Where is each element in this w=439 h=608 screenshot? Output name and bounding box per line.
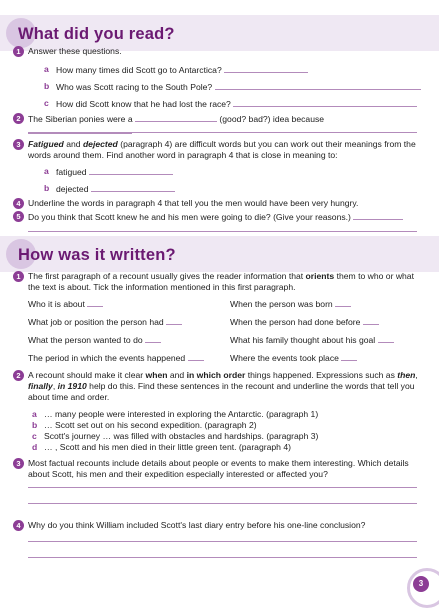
- item-letter: a: [44, 166, 49, 176]
- answer-blank[interactable]: [215, 81, 421, 90]
- item-letter: c: [44, 98, 49, 108]
- answer-blank[interactable]: [89, 166, 173, 175]
- question-number: 2: [13, 370, 24, 381]
- question-text: them to who or what the text is about. Tick the information mentioned in this first paragraph.: [28, 271, 414, 292]
- item-text: How did Scott know that he had lost the race?: [56, 99, 231, 109]
- time-word: then: [397, 370, 416, 380]
- question-number: 4: [13, 520, 24, 531]
- question-prompt: Answer these questions.: [28, 46, 122, 56]
- item-letter: c: [32, 431, 37, 441]
- tick-item-label: What the person wanted to do: [28, 335, 143, 345]
- time-word: finally: [28, 381, 53, 391]
- question-text: Do you think that Scott knew he and his men were going to die? (Give your reasons.): [28, 212, 351, 222]
- question-number: 2: [13, 113, 24, 124]
- tick-item: [28, 298, 103, 310]
- s2-question-3: [16, 458, 425, 480]
- item-text: dejected: [56, 184, 89, 194]
- question-3a: [44, 166, 173, 178]
- emphasis-word: orients: [305, 271, 335, 281]
- question-number: 3: [13, 139, 24, 150]
- tick-item-label: When the person was born: [230, 299, 333, 309]
- tick-item-label: When the person had done before: [230, 317, 361, 327]
- list-item: [32, 442, 291, 453]
- tick-item-label: The period in which the events happened: [28, 353, 186, 363]
- question-number: 3: [13, 458, 24, 469]
- question-4: [16, 198, 425, 209]
- tick-item-label: Where the events took place: [230, 353, 339, 363]
- emphasis-word: when: [145, 370, 168, 380]
- tick-item: [28, 334, 161, 346]
- answer-line[interactable]: [28, 132, 417, 133]
- list-item: [32, 431, 319, 442]
- question-text: (paragraph 4) are difficult words but you can work out their meanings from the words around them. Find another word in paragraph 4 that is close in meaning to:: [28, 139, 416, 160]
- list-item: [32, 420, 257, 431]
- item-text: How many times did Scott go to Antarctica?: [56, 65, 222, 75]
- question-number: 5: [13, 211, 24, 222]
- question-number: 1: [13, 46, 24, 57]
- answer-blank[interactable]: [135, 113, 217, 122]
- question-text: help do this. Find these sentences in the recount and underline the words that tell you about time and order.: [28, 381, 415, 402]
- tick-blank[interactable]: [188, 352, 204, 361]
- question-text: Most factual recounts include details about people or events to make them interesting. Which details about Scott, his men and their expedition especially interested or affected you?: [28, 458, 409, 479]
- section-header-written: [0, 236, 439, 272]
- tick-blank[interactable]: [363, 316, 379, 325]
- vocab-word: dejected: [82, 139, 118, 149]
- question-1: [16, 46, 425, 57]
- item-text: Who was Scott racing to the South Pole?: [56, 82, 213, 92]
- item-letter: b: [44, 183, 50, 193]
- item-letter: b: [32, 420, 38, 430]
- question-2: [16, 113, 425, 137]
- question-1c: [44, 98, 417, 110]
- answer-blank[interactable]: [233, 98, 417, 107]
- answer-line[interactable]: [28, 541, 417, 542]
- question-text: Underline the words in paragraph 4 that tell you the men would have been very hungry.: [28, 198, 359, 208]
- question-text: and: [169, 370, 185, 380]
- answer-line[interactable]: [28, 503, 417, 504]
- question-1b: [44, 81, 421, 93]
- answer-blank[interactable]: [91, 183, 175, 192]
- question-text: (good? bad?) idea because: [219, 114, 325, 124]
- tick-item-label: What job or position the person had: [28, 317, 164, 327]
- s2-question-1: [16, 271, 425, 293]
- tick-item-label: What his family thought about his goal: [230, 335, 376, 345]
- question-5: [16, 211, 425, 223]
- question-1a: [44, 64, 308, 76]
- item-text: fatigued: [56, 167, 87, 177]
- question-text: The first paragraph of a recount usually gives the reader information that: [28, 271, 304, 281]
- page-number-badge: 3: [413, 576, 429, 592]
- answer-line[interactable]: [28, 231, 417, 232]
- tick-item: [230, 298, 351, 310]
- section-title-written: How was it written?: [18, 246, 176, 264]
- vocab-word: Fatigued: [28, 139, 64, 149]
- tick-blank[interactable]: [166, 316, 182, 325]
- question-text: A recount should make it clear: [28, 370, 144, 380]
- emphasis-word: in which order: [186, 370, 246, 380]
- question-3b: [44, 183, 175, 195]
- tick-blank[interactable]: [145, 334, 161, 343]
- item-letter: b: [44, 81, 50, 91]
- item-letter: d: [32, 442, 38, 452]
- question-3: [16, 139, 425, 161]
- item-text: Scott's journey … was filled with obstacles and hardships. (paragraph 3): [44, 431, 319, 441]
- answer-line[interactable]: [28, 487, 417, 488]
- tick-blank[interactable]: [341, 352, 357, 361]
- tick-blank[interactable]: [378, 334, 394, 343]
- list-item: [32, 409, 319, 420]
- tick-blank[interactable]: [87, 298, 103, 307]
- question-number: 1: [13, 271, 24, 282]
- answer-blank[interactable]: [353, 211, 403, 220]
- section-title-read: What did you read?: [18, 25, 175, 43]
- tick-item-label: Who it is about: [28, 299, 85, 309]
- item-letter: a: [32, 409, 37, 419]
- s2-question-2: 2 A recount should make it clear when and in which order things happened. Expressions such as then, finally, in 1910 help do this. Find these sentences in the recount and underline the words that tell you about time and order.: [28, 370, 425, 403]
- item-text: … many people were interested in exploring the Antarctic. (paragraph 1): [44, 409, 319, 419]
- tick-item: [230, 352, 357, 364]
- tick-item: [28, 316, 182, 328]
- question-text: things happened. Expressions such as: [247, 370, 395, 380]
- time-word: in 1910: [57, 381, 87, 391]
- tick-item: [230, 334, 394, 346]
- tick-item: [28, 352, 204, 364]
- tick-blank[interactable]: [335, 298, 351, 307]
- question-text: Why do you think William included Scott's last diary entry before his one-line conclusion?: [28, 520, 366, 530]
- question-number: 4: [13, 198, 24, 209]
- item-text: … , Scott and his men died in their little green tent. (paragraph 4): [44, 442, 291, 452]
- item-letter: a: [44, 64, 49, 74]
- question-text: The Siberian ponies were a: [28, 114, 133, 124]
- s2-question-4: [16, 520, 425, 531]
- item-text: … Scott set out on his second expedition. (paragraph 2): [44, 420, 257, 430]
- tick-item: [230, 316, 379, 328]
- answer-line[interactable]: [28, 557, 417, 558]
- answer-blank[interactable]: [224, 64, 308, 73]
- question-text: and: [66, 139, 81, 149]
